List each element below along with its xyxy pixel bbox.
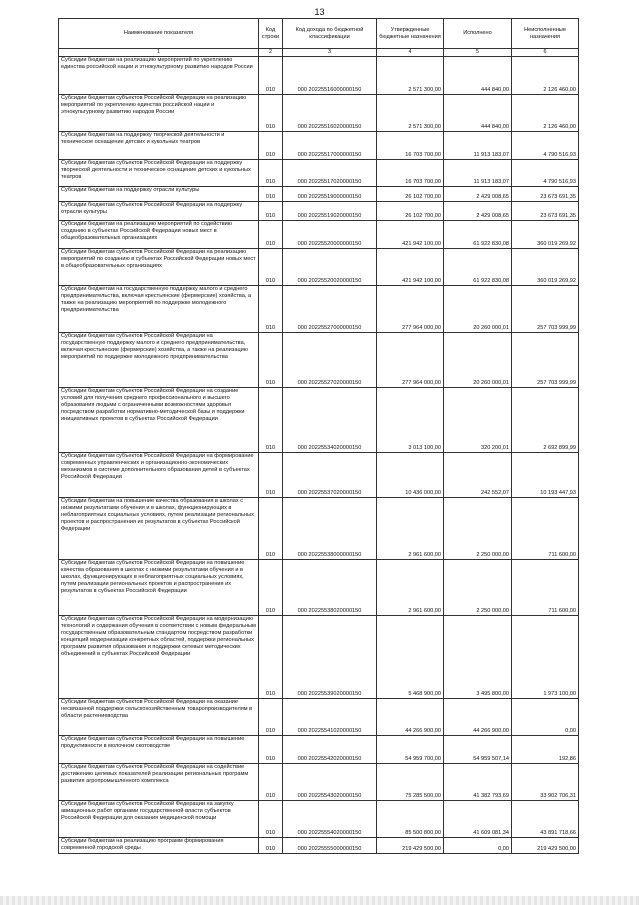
row-kbk: 000 20225543020000150 [283,764,377,801]
table-row [59,764,579,801]
row-kbk: 000 20225517020000150 [283,160,377,187]
row-code: 010 [259,160,283,187]
row-name: Субсидии бюджетам на поддержку отрасли культуры [59,187,259,202]
row-name: Субсидии бюджетам субъектов Российской Федерации на реализацию мероприятий по укреплению единства российской нации и этнокультурному развитию народов России [59,95,259,132]
row-kbk: 000 20225539020000150 [283,616,377,699]
header-approved: Утвержденные бюджетные назначения [377,19,444,49]
column-number: 4 [377,49,444,57]
row-code: 010 [259,801,283,838]
row-kbk: 000 20225537020000150 [283,453,377,498]
row-unexecuted: 711 600,00 [512,560,579,616]
row-executed: 0,00 [444,838,512,854]
row-code: 010 [259,616,283,699]
row-approved: 26 102 700,00 [377,187,444,202]
row-executed: 2 429 008,65 [444,187,512,202]
row-name: Субсидии бюджетам субъектов Российской Федерации на оказание несвязанной поддержки сельскохозяйственным товаропроизводителям в области растениеводства [59,699,259,736]
row-unexecuted: 360 019 269,92 [512,221,579,249]
row-name: Субсидии бюджетам субъектов Российской Федерации на закупку авиационных работ органами государственной власти субъектов Российской Федерации для оказания медицинской помощи [59,801,259,838]
table-row [59,333,579,388]
page-number: 13 [314,7,325,17]
row-kbk: 000 20225519000000150 [283,187,377,202]
row-kbk: 000 20225527020000150 [283,333,377,388]
row-name: Субсидии бюджетам на поддержку творческой деятельности и техническое оснащение детских и кукольных театров [59,132,259,160]
table-row [59,699,579,736]
row-kbk: 000 20225520020000150 [283,249,377,286]
row-unexecuted: 257 703 999,99 [512,333,579,388]
row-approved: 2 961 600,00 [377,560,444,616]
row-executed: 2 250 000,00 [444,560,512,616]
header-executed: Исполнено [444,19,512,49]
row-name: Субсидии бюджетам на повышение качества образования в школах с низкими результатами обучения и в школах, функционирующих в неблагоприятных социальных условиях, путем реализации региональных проектов и распространения их результатов в субъектах Российской Федерации [59,498,259,560]
row-executed: 3 495 800,00 [444,616,512,699]
row-kbk: 000 20225555000000150 [283,838,377,854]
row-name: Субсидии бюджетам субъектов Российской Федерации на формирование современных управленческих и организационно-экономических механизмов в системе дополнительного образования детей в субъектах Российской Федерации [59,453,259,498]
table-row [59,132,579,160]
row-unexecuted: 2 126 460,00 [512,95,579,132]
row-unexecuted: 711 600,00 [512,498,579,560]
row-code: 010 [259,453,283,498]
table-row [59,498,579,560]
row-name: Субсидии бюджетам на реализацию мероприятий по укреплению единства российской нации и этнокультурному развитию народов России [59,57,259,95]
row-executed: 20 260 000,01 [444,286,512,333]
row-approved: 2 961 600,00 [377,498,444,560]
row-executed: 20 260 000,01 [444,333,512,388]
row-unexecuted: 192,86 [512,736,579,764]
row-approved: 5 468 900,00 [377,616,444,699]
row-executed: 41 609 081,34 [444,801,512,838]
row-approved: 10 436 000,00 [377,453,444,498]
header-unexecuted: Неисполненные назначения [512,19,579,49]
row-code: 010 [259,95,283,132]
row-executed: 61 922 830,08 [444,249,512,286]
row-kbk: 000 20225520000000150 [283,221,377,249]
row-name: Субсидии бюджетам на реализацию мероприятий по содействию созданию в субъектах Российской Федерации новых мест в общеобразовательных организациях [59,221,259,249]
row-executed: 444 840,00 [444,95,512,132]
row-code: 010 [259,764,283,801]
row-unexecuted: 43 891 718,66 [512,801,579,838]
row-approved: 277 964 000,00 [377,286,444,333]
row-kbk: 000 20225527000000150 [283,286,377,333]
row-approved: 16 703 700,00 [377,160,444,187]
row-unexecuted: 23 673 691,35 [512,187,579,202]
row-name: Субсидии бюджетам на государственную поддержку малого и среднего предпринимательства, включая крестьянские (фермерские) хозяйства, а также на реализацию мероприятий по поддержке молодежного предпринимательства [59,286,259,333]
row-unexecuted: 4 790 516,93 [512,160,579,187]
row-unexecuted: 2 126 460,00 [512,57,579,95]
table-row [59,95,579,132]
row-kbk: 000 20225516000000150 [283,57,377,95]
row-code: 010 [259,286,283,333]
row-approved: 3 013 100,00 [377,388,444,453]
row-executed: 11 913 183,07 [444,132,512,160]
column-number: 6 [512,49,579,57]
row-code: 010 [259,132,283,160]
header-row [59,19,579,49]
row-kbk: 000 20225538020000150 [283,560,377,616]
row-code: 010 [259,221,283,249]
row-name: Субсидии бюджетам субъектов Российской Федерации на поддержку отрасли культуры [59,202,259,221]
row-executed: 320 200,01 [444,388,512,453]
row-unexecuted: 23 673 691,35 [512,202,579,221]
table-row [59,560,579,616]
row-approved: 75 285 500,00 [377,764,444,801]
row-unexecuted: 10 193 447,93 [512,453,579,498]
table-row [59,187,579,202]
table-row [59,249,579,286]
row-name: Субсидии бюджетам субъектов Российской Федерации на повышение качества образования в школах с низкими результатами обучения и в школах, функционирующих в неблагоприятных социальных условиях, путем реализации региональных проектов и распространения их результатов в субъектах Российской Федерации [59,560,259,616]
row-executed: 41 382 793,69 [444,764,512,801]
row-unexecuted: 2 692 899,99 [512,388,579,453]
row-code: 010 [259,333,283,388]
row-name: Субсидии бюджетам субъектов Российской Федерации на повышение продуктивности в молочном скотоводстве [59,736,259,764]
row-code: 010 [259,57,283,95]
table-row [59,57,579,95]
row-unexecuted: 219 429 500,00 [512,838,579,854]
row-executed: 242 552,07 [444,453,512,498]
row-approved: 2 571 300,00 [377,95,444,132]
row-executed: 2 250 000,00 [444,498,512,560]
row-name: Субсидии бюджетам субъектов Российской Федерации на реализацию мероприятий по созданию в субъектах Российской Федерации новых мест в общеобразовательных организациях [59,249,259,286]
table-row [59,160,579,187]
row-code: 010 [259,838,283,854]
header-code: Код строки [259,19,283,49]
row-unexecuted: 33 902 706,31 [512,764,579,801]
column-number-row [59,49,579,57]
table-row [59,616,579,699]
row-kbk: 000 20225554020000150 [283,801,377,838]
table-row [59,202,579,221]
row-name: Субсидии бюджетам субъектов Российской Федерации на поддержку творческой деятельности и техническое оснащение детских и кукольных театров [59,160,259,187]
row-approved: 85 500 800,00 [377,801,444,838]
table-row [59,286,579,333]
row-executed: 61 922 830,08 [444,221,512,249]
table-body [59,57,579,854]
row-approved: 277 964 000,00 [377,333,444,388]
row-approved: 44 266 900,00 [377,699,444,736]
row-executed: 11 913 183,07 [444,160,512,187]
row-unexecuted: 257 703 999,99 [512,286,579,333]
row-code: 010 [259,388,283,453]
column-number: 1 [59,49,259,57]
row-name: Субсидии бюджетам субъектов Российской Федерации на создание условий для получения среднего профессионального и высшего образования людьми с ограниченными возможностями здоровья посредством разработки нормативно-методической базы и поддержки инициативных проектов в субъектах Российской Федерации [59,388,259,453]
column-number: 5 [444,49,512,57]
row-kbk: 000 20225542020000150 [283,736,377,764]
header-kbk: Код дохода по бюджетной классификации [283,19,377,49]
row-kbk: 000 20225538000000150 [283,498,377,560]
row-approved: 421 942 100,00 [377,249,444,286]
table-row [59,388,579,453]
row-name: Субсидии бюджетам субъектов Российской Федерации на содействие достижению целевых показателей реализации региональных программ развития агропромышленного комплекса [59,764,259,801]
row-approved: 54 959 700,00 [377,736,444,764]
row-approved: 26 102 700,00 [377,202,444,221]
column-number: 2 [259,49,283,57]
row-kbk: 000 20225519020000150 [283,202,377,221]
row-kbk: 000 20225534020000150 [283,388,377,453]
table-row [59,453,579,498]
row-approved: 16 703 700,00 [377,132,444,160]
table-row [59,221,579,249]
budget-execution-table [58,18,579,854]
row-code: 010 [259,699,283,736]
row-name: Субсидии бюджетам субъектов Российской Федерации на государственную поддержку малого и среднего предпринимательства, включая крестьянские (фермерские) хозяйства, а также на реализацию мероприятий по поддержке молодежного предпринимательства [59,333,259,388]
row-code: 010 [259,202,283,221]
row-kbk: 000 20225516020000150 [283,95,377,132]
row-code: 010 [259,187,283,202]
row-executed: 2 429 008,65 [444,202,512,221]
row-code: 010 [259,736,283,764]
row-unexecuted: 1 973 100,00 [512,616,579,699]
row-unexecuted: 360 019 269,92 [512,249,579,286]
row-executed: 54 959 507,14 [444,736,512,764]
row-approved: 421 942 100,00 [377,221,444,249]
row-executed: 44 266 900,00 [444,699,512,736]
scan-edge [0,896,639,905]
table-row [59,838,579,854]
row-name: Субсидии бюджетам субъектов Российской Федерации на модернизацию технологий и содержания обучения в соответствии с новым федеральным государственным образовательным стандартом посредством разработки концепций модернизации конкретных областей, поддержки региональных программ развития образования и поддержки сетевых методических объединений в субъектах Российской Федерации [59,616,259,699]
table-row [59,736,579,764]
table-row [59,801,579,838]
row-kbk: 000 20225517000000150 [283,132,377,160]
header-name: Наименование показателя [59,19,259,49]
row-executed: 444 840,00 [444,57,512,95]
row-name: Субсидии бюджетам на реализацию программ формирования современной городской среды [59,838,259,854]
row-unexecuted: 0,00 [512,699,579,736]
row-code: 010 [259,498,283,560]
row-approved: 219 429 500,00 [377,838,444,854]
row-code: 010 [259,560,283,616]
row-unexecuted: 4 790 516,93 [512,132,579,160]
row-kbk: 000 20225541020000150 [283,699,377,736]
row-code: 010 [259,249,283,286]
column-number: 3 [283,49,377,57]
row-approved: 2 571 300,00 [377,57,444,95]
